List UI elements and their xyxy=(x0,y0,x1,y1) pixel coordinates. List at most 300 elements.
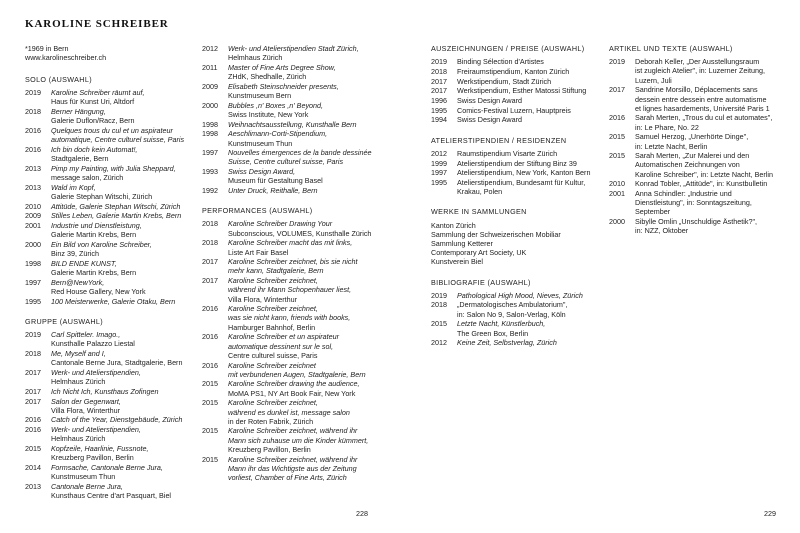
list-item xyxy=(202,101,382,119)
section-title: GRUPPE (AUSWAHL) xyxy=(25,316,104,326)
entry-line: Karoline Schreiber zeichnet, xyxy=(228,304,318,314)
entry-line: ZHdK, Shedhalle, Zürich xyxy=(228,72,307,82)
entry-year: 2012 xyxy=(431,338,447,348)
entry-year: 2000 xyxy=(25,239,41,249)
entry-text xyxy=(457,106,601,115)
entry-line: Karoline Schreiber Drawing Your xyxy=(228,219,333,229)
collection-item: Sammlung Ketterer xyxy=(431,238,493,248)
entry-text xyxy=(51,397,195,415)
list-item xyxy=(25,297,195,306)
entry-line: Werkstipendium, Esther Matossi Stiftung xyxy=(457,86,587,96)
entry-line: Sarah Merten, „Zur Malerei und den xyxy=(635,151,750,161)
list-item xyxy=(202,120,382,129)
entry-year: 2015 xyxy=(202,426,218,436)
entry-year: 2015 xyxy=(202,454,218,464)
entry-line: Anna Schindler: „Industrie und xyxy=(635,189,732,199)
list-item xyxy=(202,219,382,237)
entry-line: „Dermatologisches Ambulatorium", xyxy=(457,300,568,310)
entry-text xyxy=(51,387,195,396)
entry-line: Stadtgalerie, Bern xyxy=(51,154,109,164)
entry-line: Pathological High Mood, Nieves, Zürich xyxy=(457,290,583,300)
entry-text xyxy=(457,291,601,300)
entry-text xyxy=(51,368,195,386)
entry-line: Kreuzberg Pavillon, Berlin xyxy=(228,444,311,454)
list-item xyxy=(25,278,195,296)
entry-line: Stilles Leben, Galerie Martin Krebs, Bern xyxy=(51,211,182,221)
entry-text xyxy=(228,361,382,379)
entry-text xyxy=(228,257,382,275)
entry-text xyxy=(635,57,789,85)
entry-line: Industrie und Dienstleistung, xyxy=(51,221,142,231)
entry-text xyxy=(51,444,195,462)
entry-year: 2016 xyxy=(202,304,218,314)
entry-line: Red House Gallery, New York xyxy=(51,286,146,296)
list-item xyxy=(25,368,195,386)
entry-line: in der Roten Fabrik, Zürich xyxy=(228,416,314,426)
entry-line: Helmhaus Zürich xyxy=(51,377,106,387)
entry-line: et lignes hasardements, Université Paris 1 xyxy=(635,103,770,113)
entry-line: während ihr Mann Schopenhauer liest, xyxy=(228,285,352,295)
entry-year: 1996 xyxy=(431,96,447,106)
section-title: SOLO (AUSWAHL) xyxy=(25,75,92,84)
entry-line: Karoline Schreiber zeichnet, xyxy=(228,276,318,286)
entry-year: 2018 xyxy=(431,300,447,310)
list-item xyxy=(202,186,382,195)
list-item xyxy=(202,82,382,100)
entry-line: in: Le Phare, No. 22 xyxy=(635,122,699,132)
entry-year: 2017 xyxy=(202,257,218,267)
entry-line: Attitüde, Galerie Stephan Witschi, Zürich xyxy=(51,201,181,211)
list-item xyxy=(25,145,195,163)
entry-line: Keine Zeit, Selbstverlag, Zürich xyxy=(457,338,557,348)
entry-text xyxy=(228,219,382,237)
entry-line: Weihnachtsausstellung, Kunsthalle Bern xyxy=(228,119,357,129)
entry-line: Binz 39, Zürich xyxy=(51,249,99,259)
entry-year: 2019 xyxy=(431,290,447,300)
entry-line: in: NZZ, Oktober xyxy=(635,226,689,236)
list-item xyxy=(25,415,195,424)
list-item xyxy=(202,426,382,454)
column-1 xyxy=(25,75,195,501)
list-item xyxy=(25,387,195,396)
entry-line: Karoline Schreiber zeichnet, während ihr xyxy=(228,454,358,464)
entry-line: Kopfzeile, Haarlinie, Fussnote, xyxy=(51,444,149,454)
list-item xyxy=(431,291,601,300)
entry-text xyxy=(635,113,789,131)
entry-text xyxy=(457,338,601,347)
entry-text xyxy=(51,349,195,367)
entry-year: 2016 xyxy=(25,415,41,425)
website-link[interactable]: www.karolineschreiber.ch xyxy=(25,53,107,63)
entry-line: September xyxy=(635,207,671,217)
entry-line: Sibylle Omlin „Unschuldige Ästhetik?", xyxy=(635,217,757,227)
entry-year: 2016 xyxy=(609,113,625,123)
entry-line: Binding Sélection d'Artistes xyxy=(457,57,544,67)
entry-line: Centre culturel suisse, Paris xyxy=(228,350,318,360)
entry-line: Unter Druck, Reithalle, Bern xyxy=(228,186,318,196)
entry-line: Galerie Martin Krebs, Bern xyxy=(51,268,137,278)
entry-year: 1995 xyxy=(25,296,41,306)
entry-line: Atelierstipendium, New York, Kanton Bern xyxy=(457,168,591,178)
entry-line: Haus für Kunst Uri, Altdorf xyxy=(51,97,135,107)
entry-text xyxy=(228,398,382,426)
entry-line: Kunsthalle Palazzo Liestal xyxy=(51,339,135,349)
entry-year: 1992 xyxy=(202,186,218,196)
entry-line: Karoline Schreiber et un aspirateur xyxy=(228,332,340,342)
list-item xyxy=(202,379,382,397)
list-item xyxy=(202,167,382,185)
entry-line: Werk- und Atelierstipendien Stadt Zürich, xyxy=(228,44,359,53)
list-item xyxy=(202,361,382,379)
entry-year: 2018 xyxy=(202,238,218,248)
list-item xyxy=(202,44,382,62)
entry-text xyxy=(457,149,601,158)
list-item xyxy=(609,189,789,217)
entry-year: 1997 xyxy=(25,277,41,287)
entry-line: Helmhaus Zürich xyxy=(51,434,106,444)
entry-text xyxy=(457,159,601,168)
entry-year: 2009 xyxy=(25,211,41,221)
entry-line: Catch of the Year, Dienstgebäude, Zürich xyxy=(51,415,183,425)
entry-line: Letzte Nacht, Künstlerbuch, xyxy=(457,319,546,329)
list-item xyxy=(25,183,195,201)
list-item xyxy=(431,96,601,105)
section-title: AUSZEICHNUNGEN / PREISE (AUSWAHL) xyxy=(431,44,585,53)
entry-line: Raumstipendium Visarte Zürich xyxy=(457,148,558,158)
entry-text xyxy=(51,88,195,106)
entry-year: 2016 xyxy=(25,126,41,136)
collection-item: Kanton Zürich xyxy=(431,220,476,230)
entry-text xyxy=(51,415,195,424)
entry-line: Swiss Design Award, xyxy=(228,167,296,177)
list-item xyxy=(202,455,382,483)
entry-text xyxy=(457,67,601,76)
page-number-right: 229 xyxy=(764,509,776,518)
entry-year: 2019 xyxy=(431,57,447,67)
list-item xyxy=(431,159,601,168)
list-item xyxy=(202,332,382,360)
entry-year: 2017 xyxy=(431,86,447,96)
list-item xyxy=(25,202,195,211)
section-title: ARTIKEL UND TEXTE (AUSWAHL) xyxy=(609,44,733,53)
entry-line: während es dunkel ist, message salon xyxy=(228,407,350,417)
entry-text xyxy=(228,186,382,195)
entry-line: Pimp my Painting, with Julia Sheppard, xyxy=(51,163,176,173)
entry-line: Me, Myself and I, xyxy=(51,348,106,358)
list-item xyxy=(25,425,195,443)
entry-text xyxy=(51,463,195,481)
list-item xyxy=(431,168,601,177)
entry-line: Hamburger Bahnhof, Berlin xyxy=(228,322,316,332)
entry-line: Luzern, Juli xyxy=(635,75,672,85)
list-item xyxy=(431,300,601,318)
list-item xyxy=(25,164,195,182)
entry-line: Werk- und Atelierstipendien, xyxy=(51,425,141,435)
entry-year: 2015 xyxy=(25,444,41,454)
collection-item: Sammlung der Schweizerischen Mobiliar xyxy=(431,229,561,239)
list-item xyxy=(609,57,789,85)
entry-line: Atelierstipendium der Stiftung Binz 39 xyxy=(457,158,577,168)
entry-line: MoMA PS1, NY Art Book Fair, New York xyxy=(228,388,356,398)
entry-line: Swiss Design Award xyxy=(457,115,522,125)
entry-text xyxy=(228,379,382,397)
entry-line: Karoline Schreiber zeichnet, während ihr xyxy=(228,426,358,436)
list-item xyxy=(609,85,789,113)
entry-text xyxy=(457,57,601,66)
entry-line: Mann ihr das Wichtigste aus der Zeitung xyxy=(228,463,357,473)
entry-line: Karoline Schreiber macht das mit links, xyxy=(228,238,353,248)
entry-text xyxy=(228,455,382,483)
entry-text xyxy=(228,44,382,62)
entry-text xyxy=(228,304,382,332)
page-title: KAROLINE SCHREIBER xyxy=(25,18,169,30)
entry-line: Helmhaus Zürich xyxy=(228,53,283,63)
list-item xyxy=(25,444,195,462)
entry-text xyxy=(457,86,601,95)
entry-line: Nouvelles émergences de la bande dessinée xyxy=(228,148,372,158)
entry-line: Subconscious, VOLUMES, Kunsthalle Zürich xyxy=(228,228,372,238)
entry-line: mit verbundenen Augen, Stadtgalerie, Bern xyxy=(228,369,366,379)
list-item xyxy=(25,107,195,125)
entry-line: Cantonale Berne Jura, xyxy=(51,481,123,491)
entry-line: Comics-Festival Luzern, Hauptpreis xyxy=(457,105,571,115)
entry-line: Kunsthaus Centre d'art Pasquart, Biel xyxy=(51,491,172,501)
section-title: WERKE IN SAMMLUNGEN xyxy=(431,207,527,217)
entry-text xyxy=(635,132,789,150)
list-item xyxy=(431,77,601,86)
list-item xyxy=(202,276,382,304)
entry-text xyxy=(51,482,195,500)
entry-year: 1998 xyxy=(202,119,218,129)
entry-text xyxy=(457,96,601,105)
entry-text xyxy=(51,425,195,443)
entry-text xyxy=(457,168,601,177)
entry-text xyxy=(228,129,382,147)
entry-line: Sarah Merten, „Trous du cul et automates", xyxy=(635,113,773,123)
list-item xyxy=(609,217,789,235)
collection-item: Kunstverein Biel xyxy=(431,257,483,267)
entry-line: Suisse, Centre culturel suisse, Paris xyxy=(228,157,344,167)
entry-line: vorliest, Chamber of Fine Arts, Zürich xyxy=(228,472,347,482)
list-item xyxy=(25,126,195,144)
entry-year: 2019 xyxy=(609,57,625,67)
entry-text xyxy=(635,179,789,188)
entry-year: 2000 xyxy=(609,217,625,227)
entry-year: 2017 xyxy=(609,85,625,95)
entry-text xyxy=(635,217,789,235)
entry-year: 2019 xyxy=(25,88,41,98)
entry-line: Mann sich zuhause um die Kinder kümmert, xyxy=(228,435,369,445)
list-item xyxy=(25,463,195,481)
entry-line: Kunstmuseum Thun xyxy=(228,138,293,148)
section-title: PERFORMANCES (AUSWAHL) xyxy=(202,206,313,216)
list-item xyxy=(25,397,195,415)
entry-line: Formsache, Cantonale Berne Jura, xyxy=(51,462,163,472)
list-item xyxy=(609,151,789,179)
column-2 xyxy=(202,44,382,483)
entry-line: Salon der Gegenwart, xyxy=(51,396,121,406)
entry-year: 1995 xyxy=(431,105,447,115)
entry-line: Samuel Herzog, „Unerhörte Dinge", xyxy=(635,132,749,142)
entry-line: Freiraumstipendium, Kanton Zürich xyxy=(457,66,570,76)
entry-line: Kunstmuseum Bern xyxy=(228,91,292,101)
entry-text xyxy=(228,82,382,100)
entry-year: 2016 xyxy=(25,144,41,154)
entry-line: The Green Box, Berlin xyxy=(457,328,529,338)
entry-text xyxy=(457,300,601,318)
entry-line: Dienstleistung", in: Sonntagszeitung, xyxy=(635,198,752,208)
entry-text xyxy=(228,426,382,454)
entry-line: Carl Spitteler. Imago., xyxy=(51,330,121,340)
entry-text xyxy=(51,259,195,277)
entry-line: Karoline Schreiber zeichnet, bis sie nicht xyxy=(228,257,358,267)
entry-line: Werkstipendium, Stadt Zürich xyxy=(457,76,552,86)
entry-text xyxy=(51,211,195,220)
entry-year: 2013 xyxy=(25,182,41,192)
entry-year: 1997 xyxy=(431,168,447,178)
entry-line: Villa Flora, Winterthur xyxy=(51,405,120,415)
entry-year: 2016 xyxy=(25,425,41,435)
entry-text xyxy=(228,167,382,185)
entry-text xyxy=(228,148,382,166)
entry-line: Elisabeth Steinschneider presents, xyxy=(228,81,339,91)
entry-line: Karoline Schreiber drawing the audience, xyxy=(228,379,360,389)
entry-year: 2017 xyxy=(25,386,41,396)
entry-year: 2010 xyxy=(609,179,625,189)
page-number-left: 228 xyxy=(356,509,368,518)
list-item xyxy=(202,129,382,147)
collection-item: Contemporary Art Society, UK xyxy=(431,248,527,258)
entry-year: 2015 xyxy=(431,319,447,329)
entry-year: 2010 xyxy=(25,201,41,211)
entry-line: Karoline Schreiber", in: Letzte Nacht, Berlin xyxy=(635,169,773,179)
list-item xyxy=(202,238,382,256)
entry-text xyxy=(635,151,789,179)
list-item xyxy=(431,338,601,347)
entry-line: Deborah Keller, „Der Ausstellungsraum xyxy=(635,57,760,67)
entry-line: Galerie Martin Krebs, Bern xyxy=(51,230,137,240)
entry-line: Master of Fine Arts Degree Show, xyxy=(228,62,336,72)
entry-line: Ein Bild von Karoline Schreiber, xyxy=(51,239,152,249)
entry-line: Galerie Duflon/Racz, Bern xyxy=(51,116,135,126)
list-item xyxy=(25,221,195,239)
entry-year: 2013 xyxy=(25,163,41,173)
entry-line: was sie nicht kann, friends with books, xyxy=(228,313,351,323)
list-item xyxy=(25,259,195,277)
entry-year: 1995 xyxy=(431,177,447,187)
entry-year: 1998 xyxy=(25,258,41,268)
entry-text xyxy=(635,189,789,217)
entry-year: 2013 xyxy=(25,481,41,491)
entry-year: 1994 xyxy=(431,115,447,125)
entry-year: 2012 xyxy=(202,44,218,53)
column-3 xyxy=(431,44,601,348)
section-title: BIBLIOGRAFIE (AUSWAHL) xyxy=(431,277,531,287)
entry-line: Quelques trous du cul et un aspirateur xyxy=(51,126,173,136)
entry-line: Cantonale Berne Jura, Stadtgalerie, Bern xyxy=(51,358,183,368)
entry-text xyxy=(51,221,195,239)
entry-line: Galerie Stephan Witschi, Zürich xyxy=(51,191,153,201)
list-item xyxy=(431,67,601,76)
list-item xyxy=(609,113,789,131)
entry-text xyxy=(228,120,382,129)
list-item xyxy=(25,240,195,258)
list-item xyxy=(25,330,195,348)
entry-text xyxy=(457,77,601,86)
list-item xyxy=(25,349,195,367)
entry-year: 2017 xyxy=(431,76,447,86)
list-item xyxy=(202,398,382,426)
entry-text xyxy=(635,85,789,113)
entry-text xyxy=(228,101,382,119)
entry-line: Liste Art Fair Basel xyxy=(228,247,289,257)
entry-text xyxy=(228,332,382,360)
list-item xyxy=(431,149,601,158)
entry-year: 2019 xyxy=(25,330,41,340)
entry-year: 2015 xyxy=(202,379,218,389)
entry-line: Sandrine Morsillo, Déplacements sans xyxy=(635,85,758,95)
entry-year: 1999 xyxy=(431,158,447,168)
entry-text xyxy=(457,319,601,337)
list-item xyxy=(431,106,601,115)
entry-line: Ich bin doch kein Automat!, xyxy=(51,144,138,154)
entry-line: Konrad Tobler, „Attitüde", in: Kunstbulletin xyxy=(635,179,768,189)
entry-text xyxy=(457,178,601,196)
entry-year: 2018 xyxy=(202,219,218,229)
entry-year: 2009 xyxy=(202,81,218,91)
entry-line: Swiss Design Award xyxy=(457,96,522,106)
list-item xyxy=(202,304,382,332)
entry-line: Kreuzberg Pavillon, Berlin xyxy=(51,453,134,463)
entry-line: Wald im Kopf, xyxy=(51,182,96,192)
list-item xyxy=(202,63,382,81)
entry-line: Villa Flora, Winterthur xyxy=(228,294,297,304)
entry-text xyxy=(228,63,382,81)
entry-text xyxy=(51,297,195,306)
list-item xyxy=(25,211,195,220)
entry-year: 2015 xyxy=(202,398,218,408)
entry-year: 1998 xyxy=(202,129,218,139)
list-item xyxy=(25,482,195,500)
entry-year: 2012 xyxy=(431,148,447,158)
entry-year: 2015 xyxy=(609,132,625,142)
entry-year: 2015 xyxy=(609,151,625,161)
entry-line: Automatischen Zeichnungen von xyxy=(635,160,740,170)
entry-line: automatique dessinent sur le sol, xyxy=(228,341,334,351)
list-item xyxy=(431,86,601,95)
entry-line: BILD ENDE KUNST, xyxy=(51,258,117,268)
entry-line: Museum für Gestaltung Basel xyxy=(228,176,323,186)
entry-line: Swiss Institute, New York xyxy=(228,109,309,119)
entry-line: Ich Nicht Ich, Kunsthaus Zofingen xyxy=(51,386,159,396)
entry-year: 2001 xyxy=(25,221,41,231)
entry-text xyxy=(457,115,601,124)
entry-year: 2017 xyxy=(25,367,41,377)
entry-line: Aeschlimann-Corti-Stipendium, xyxy=(228,129,328,139)
entry-text xyxy=(51,183,195,201)
entry-year: 2018 xyxy=(25,348,41,358)
entry-line: Krakau, Polen xyxy=(457,187,503,197)
entry-line: Atelierstipendium, Bundesamt für Kultur, xyxy=(457,177,586,187)
entry-line: 100 Meisterwerke, Galerie Otaku, Bern xyxy=(51,296,176,306)
entry-line: Karoline Schreiber zeichnet, xyxy=(228,398,318,408)
entry-year: 2014 xyxy=(25,462,41,472)
entry-line: Bubbles ,n' Boxes ,n' Beyond, xyxy=(228,100,324,110)
entry-line: Kunstmuseum Thun xyxy=(51,472,116,482)
entry-text xyxy=(51,240,195,258)
list-item xyxy=(609,179,789,188)
list-item xyxy=(202,257,382,275)
